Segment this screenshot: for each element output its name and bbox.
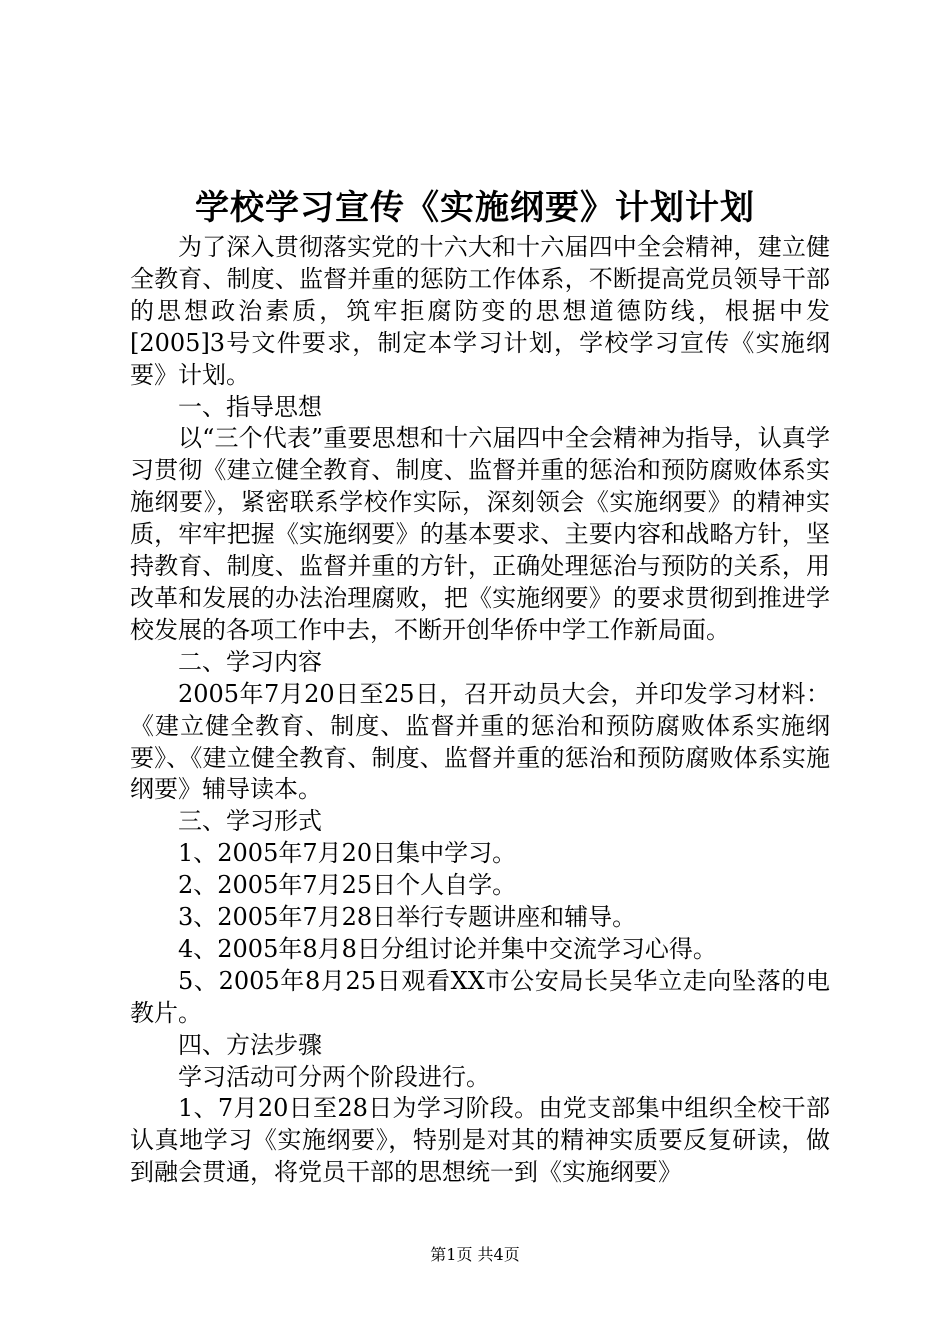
list-item-study-form-5: 5、2005年8月25日观看XX市公安局长吴华立走向坠落的电教片。	[130, 966, 830, 1027]
list-item-study-form-4: 4、2005年8月8日分组讨论并集中交流学习心得。	[178, 934, 717, 963]
paragraph-method-intro: 学习活动可分两个阶段进行。	[178, 1062, 490, 1091]
section-heading-method-steps: 四、方法步骤	[178, 1030, 322, 1059]
section-heading-study-form: 三、学习形式	[178, 807, 322, 836]
list-item-study-form-1: 1、2005年7月20日集中学习。	[178, 839, 517, 868]
paragraph-guiding-ideology: 以“三个代表”重要思想和十六届四中全会精神为指导，认真学习贯彻《建立健全教育、制度、监督并重的惩治和预防腐败体系实施纲要》，紧密联系学校作实际，深刻领会《实施纲要》的精神实质，牢牢把握《实施纲要》的基本要求、主要内容和战略方针，坚持教育、制度、监督并重的方针，正确处理惩治与预防的关系，用改革和发展的办法治理腐败，把《实施纲要》的要求贯彻到推进学校发展的各项工作中去，不断开创华侨中学工作新局面。	[130, 424, 830, 644]
paragraph-study-content: 2005年7月20日至25日，召开动员大会，并印发学习材料：《建立健全教育、制度、监督并重的惩治和预防腐败体系实施纲要》、《建立健全教育、制度、监督并重的惩治和预防腐败体系实施纲要》辅导读本。	[130, 679, 830, 804]
document-body	[130, 232, 830, 1189]
section-heading-guiding-ideology: 一、指导思想	[178, 392, 322, 421]
document-title: 学校学习宣传《实施纲要》计划计划	[195, 188, 755, 228]
paragraph-intro: 为了深入贯彻落实党的十六大和十六届四中全会精神，建立健全教育、制度、监督并重的惩防工作体系，不断提高党员领导干部的思想政治素质，筑牢拒腐防变的思想道德防线，根据中发[2005]3号文件要求，制定本学习计划，学校学习宣传《实施纲要》计划。	[130, 233, 830, 389]
paragraph-method-stage-1: 1、7月20日至28日为学习阶段。由党支部集中组织全校干部认真地学习《实施纲要》，特别是对其的精神实质要反复研读，做到融会贯通，将党员干部的思想统一到《实施纲要》	[130, 1094, 830, 1187]
list-item-study-form-3: 3、2005年7月28日举行专题讲座和辅导。	[178, 903, 637, 932]
page-number-footer: 第1页 共4页	[430, 1245, 520, 1264]
section-heading-study-content: 二、学习内容	[178, 647, 322, 676]
list-item-study-form-2: 2、2005年7月25日个人自学。	[178, 871, 517, 900]
